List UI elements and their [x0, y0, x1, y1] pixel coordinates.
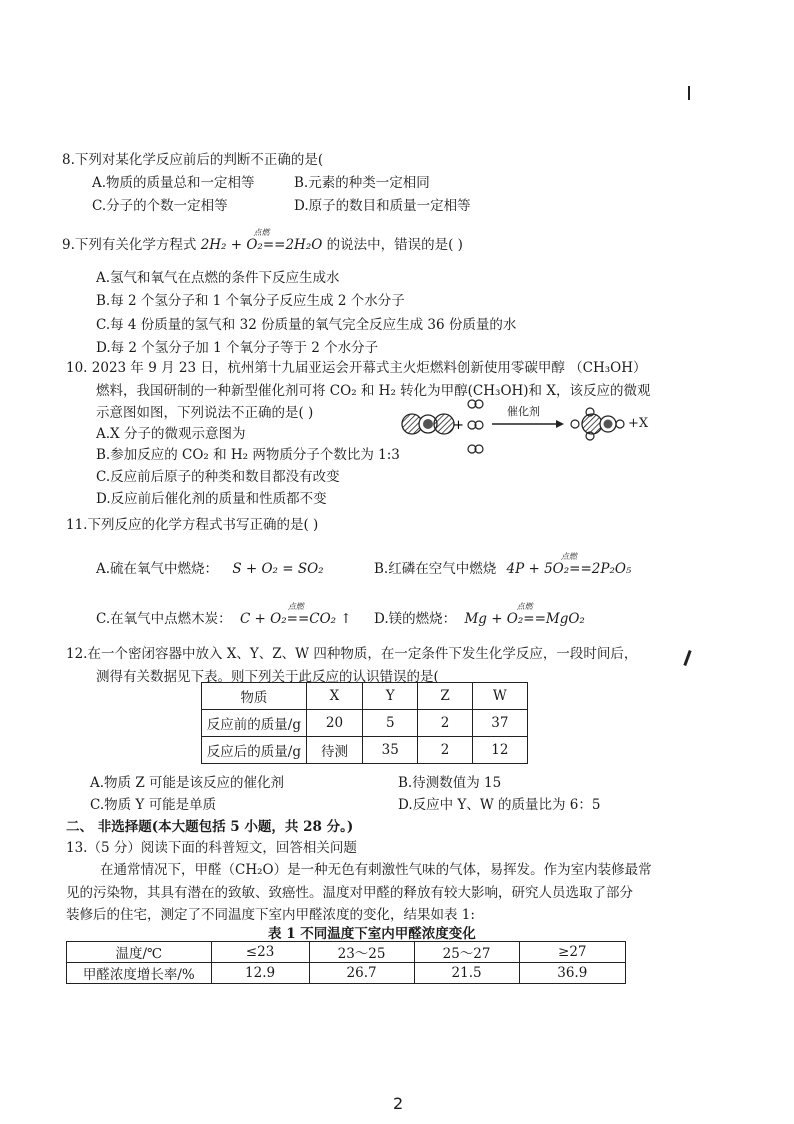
q11-option-d — [374, 602, 585, 627]
q9-equation: 2H₂ + O₂==2H₂O — [200, 237, 323, 253]
table-header-cell: W — [472, 683, 527, 710]
q9-condition: 点燃 — [253, 228, 270, 237]
co2-molecule-icon — [402, 414, 454, 434]
table-header-cell: ≤23 — [211, 942, 309, 963]
q10-line2: 燃料，我国研制的一种新型催化剂可将 CO₂ 和 H₂ 转化为甲醇(CH₃OH)和 X，该反应的微观 — [96, 383, 651, 399]
methanol-molecule-icon — [571, 408, 624, 440]
q9-stem-pre: 9.下列有关化学方程式 — [62, 237, 197, 253]
plus-sign-1: + — [453, 418, 464, 433]
table-row — [67, 963, 626, 984]
table-cell: 2 — [418, 710, 472, 737]
q8-option-a: A.物质的质量总和一定相等 — [92, 175, 255, 191]
q12-option-b: B.待测数值为 15 — [398, 775, 502, 791]
table-header-cell: Z — [418, 683, 472, 710]
table-cell: 12 — [472, 737, 527, 764]
q13-paragraph-line2: 见的污染物，其具有潜在的致敏、致癌性。温度对甲醛的释放有较大影响，研究人员选取了部分 — [66, 885, 633, 901]
q11-option-b-cond: 点燃 — [560, 552, 577, 561]
table-header-cell: Y — [363, 683, 418, 710]
q8-stem: 8.下列对某化学反应前后的判断不正确的是( — [62, 152, 324, 168]
q11-stem: 11.下列反应的化学方程式书写正确的是( ) — [66, 517, 319, 533]
q12-line1: 12.在一个密闭容器中放入 X、Y、Z、W 四种物质，在一定条件下发生化学反应，一段时间后， — [66, 646, 638, 662]
h2-molecules-icon — [468, 400, 483, 453]
q13-paragraph-line3: 装修后的住宅，测定了不同温度下室内甲醛浓度的变化，结果如表 1: — [66, 907, 475, 923]
q11-option-a-eq: S + O₂ = SO₂ — [232, 561, 324, 577]
q9-option-b: B.每 2 个氢分子和 1 个氧分子反应生成 2 个水分子 — [96, 293, 405, 309]
table-row — [202, 737, 528, 764]
q11-option-b-eq-wrap — [506, 552, 632, 577]
q12-option-c: C.物质 Y 可能是单质 — [90, 797, 217, 813]
q9-option-a: A.氢气和氧气在点燃的条件下反应生成水 — [96, 270, 340, 286]
q9-stem-post: 的说法中，错误的是( ) — [326, 237, 463, 253]
q13-paragraph-line1: 在通常情况下，甲醛（CH₂O）是一种无色有刺激性气味的气体，易挥发。作为室内装修最常 — [100, 862, 652, 878]
table-cell: 12.9 — [211, 963, 309, 984]
q12-line2: 测得有关数据见下表。则下列关于此反应的认识错误的是( — [96, 669, 439, 685]
q10-option-c: C.反应前后原子的种类和数目都没有改变 — [96, 469, 340, 485]
catalyst-label: 催化剂 — [507, 405, 540, 418]
table-cell: 2 — [418, 737, 472, 764]
q12-data-table — [201, 682, 528, 764]
q12-option-a: A.物质 Z 可能是该反应的催化剂 — [90, 775, 285, 791]
table-cell: 20 — [306, 710, 362, 737]
q11-option-d-eq-wrap — [464, 602, 585, 627]
table-cell: 反应前的质量/g — [202, 710, 307, 737]
table-header-cell: 温度/℃ — [67, 942, 212, 963]
q11-option-b — [374, 552, 632, 577]
scan-mark — [683, 650, 691, 666]
table-header-cell: ≥27 — [519, 942, 625, 963]
q10-line3: 示意图如图，下列说法不正确的是( ) — [96, 405, 314, 421]
table-header-cell: 25～27 — [414, 942, 519, 963]
q11-option-c-eq: C + O₂==CO₂ ↑ — [239, 611, 352, 627]
q10-option-d: D.反应前后催化剂的质量和性质都不变 — [96, 491, 327, 507]
q13-table-title: 表 1 不同温度下室内甲醛浓度变化 — [268, 926, 476, 942]
table-cell: 37 — [472, 710, 527, 737]
q10-line1: 10. 2023 年 9 月 23 日，杭州第十九届亚运会开幕式主火炬燃料创新使用零碳甲醇 （CH₃OH） — [66, 360, 647, 376]
q9-option-d: D.每 2 个氢分子加 1 个氧分子等于 2 个水分子 — [96, 340, 379, 356]
q11-option-c-cond: 点燃 — [287, 602, 304, 611]
q9-option-c: C.每 4 份质量的氢气和 32 份质量的氧气完全反应生成 36 份质量的水 — [96, 317, 517, 333]
q13-stem: 13.（5 分）阅读下面的科普短文，回答相关问题 — [66, 840, 357, 856]
q11-option-a-text: A.硫在氧气中燃烧： — [96, 561, 219, 577]
table-row — [202, 710, 528, 737]
plus-x-label: +X — [628, 416, 649, 431]
table-cell: 36.9 — [519, 963, 625, 984]
table-cell: 21.5 — [414, 963, 519, 984]
table-header-cell: 23～25 — [309, 942, 414, 963]
q11-option-b-eq: 4P + 5O₂==2P₂O₅ — [506, 561, 632, 577]
q10-option-b: B.参加反应的 CO₂ 和 H₂ 两物质分子个数比为 1:3 — [96, 447, 400, 463]
q8-option-b: B.元素的种类一定相同 — [294, 175, 430, 191]
q10-option-a: A.X 分子的微观示意图为 — [96, 426, 246, 442]
table-header-row — [202, 683, 528, 710]
table-header-cell: 物质 — [202, 683, 307, 710]
q12-option-d: D.反应中 Y、W 的质量比为 6：5 — [398, 797, 601, 813]
section-2-title: 二、 非选择题(本大题包括 5 小题，共 28 分。) — [66, 819, 354, 835]
q13-data-table — [66, 941, 626, 984]
table-header-cell: X — [306, 683, 362, 710]
scan-mark — [688, 86, 690, 100]
q11-option-b-text: B.红磷在空气中燃烧 — [374, 561, 497, 577]
q11-option-d-eq: Mg + O₂==MgO₂ — [464, 611, 585, 627]
q8-option-c: C.分子的个数一定相等 — [92, 198, 228, 214]
q11-option-c — [96, 602, 352, 627]
table-header-row — [67, 942, 626, 963]
q11-option-d-cond: 点燃 — [516, 602, 533, 611]
reaction-arrow-head-icon — [556, 420, 564, 428]
q11-option-c-eq-wrap — [239, 602, 352, 627]
q9-stem — [62, 228, 463, 253]
table-cell: 5 — [363, 710, 418, 737]
page-number: 2 — [393, 1094, 404, 1113]
q11-option-a — [96, 557, 324, 577]
q11-option-c-text: C.在氧气中点燃木炭： — [96, 611, 232, 627]
table-cell: 待测 — [306, 737, 362, 764]
q8-option-d: D.原子的数目和质量一定相等 — [294, 198, 471, 214]
table-cell: 26.7 — [309, 963, 414, 984]
table-cell: 反应后的质量/g — [202, 737, 307, 764]
table-cell: 甲醛浓度增长率/% — [67, 963, 212, 984]
q9-equation-wrap — [200, 228, 323, 253]
q11-option-d-text: D.镁的燃烧： — [374, 611, 457, 627]
table-cell: 35 — [363, 737, 418, 764]
